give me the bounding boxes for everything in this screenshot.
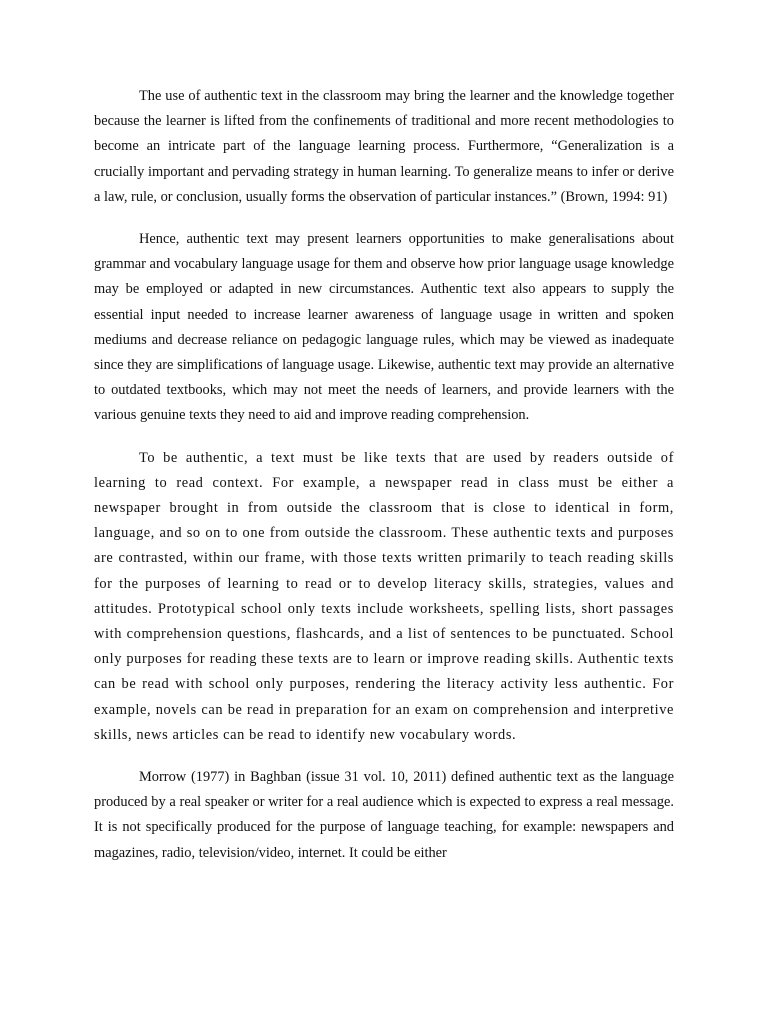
paragraph-morrow-definition: Morrow (1977) in Baghban (issue 31 vol. 10, 2011) defined authentic text as the language produced by a real speaker or writer for a real audience which is expected to express a real message. It is not specifically produced for the purpose of language teaching, for example: newspapers and magazines, radio, television/video, internet. It could be either	[94, 769, 674, 861]
document-page	[94, 84, 674, 883]
paragraph-generalisations: Hence, authentic text may present learners opportunities to make generalisations about grammar and vocabulary language usage for them and observe how prior language usage knowledge may be employed or adapted in new circumstances. Authentic text also appears to supply the essential input needed to increase learner awareness of language usage in written and spoken mediums and decrease reliance on pedagogic language rules, which may be viewed as inadequate since they are simplifications of language usage. Likewise, authentic text may provide an alternative to outdated textbooks, which may not meet the needs of learners, and provide learners with the various genuine texts they need to aid and improve reading comprehension.	[94, 231, 674, 424]
paragraph-authentic-text-intro: The use of authentic text in the classroom may bring the learner and the knowledge together because the learner is lifted from the confinements of traditional and more recent methodologies to become an intricate part of the language learning process. Furthermore, “Generalization is a crucially important and pervading strategy in human learning. To generalize means to infer or derive a law, rule, or conclusion, usually forms the observation of particular instances.” (Brown, 1994: 91)	[94, 88, 674, 205]
paragraph-to-be-authentic: To be authentic, a text must be like texts that are used by readers outside of learning to read context. For example, a newspaper read in class must be either a newspaper brought in from outside the classroom that is close to identical in form, language, and so on to one from outside the classroom. These authentic texts and purposes are contrasted, within our frame, with those texts written primarily to teach reading skills for the purposes of learning to read or to develop literacy skills, strategies, values and attitudes. Prototypical school only texts include worksheets, spelling lists, short passages with comprehension questions, flashcards, and a list of sentences to be punctuated. School only purposes for reading these texts are to learn or improve reading skills. Authentic texts can be read with school only purposes, rendering the literacy activity less authentic. For example, novels can be read in preparation for an exam on comprehension and interpretive skills, news articles can be read to identify new vocabulary words.	[94, 449, 674, 743]
